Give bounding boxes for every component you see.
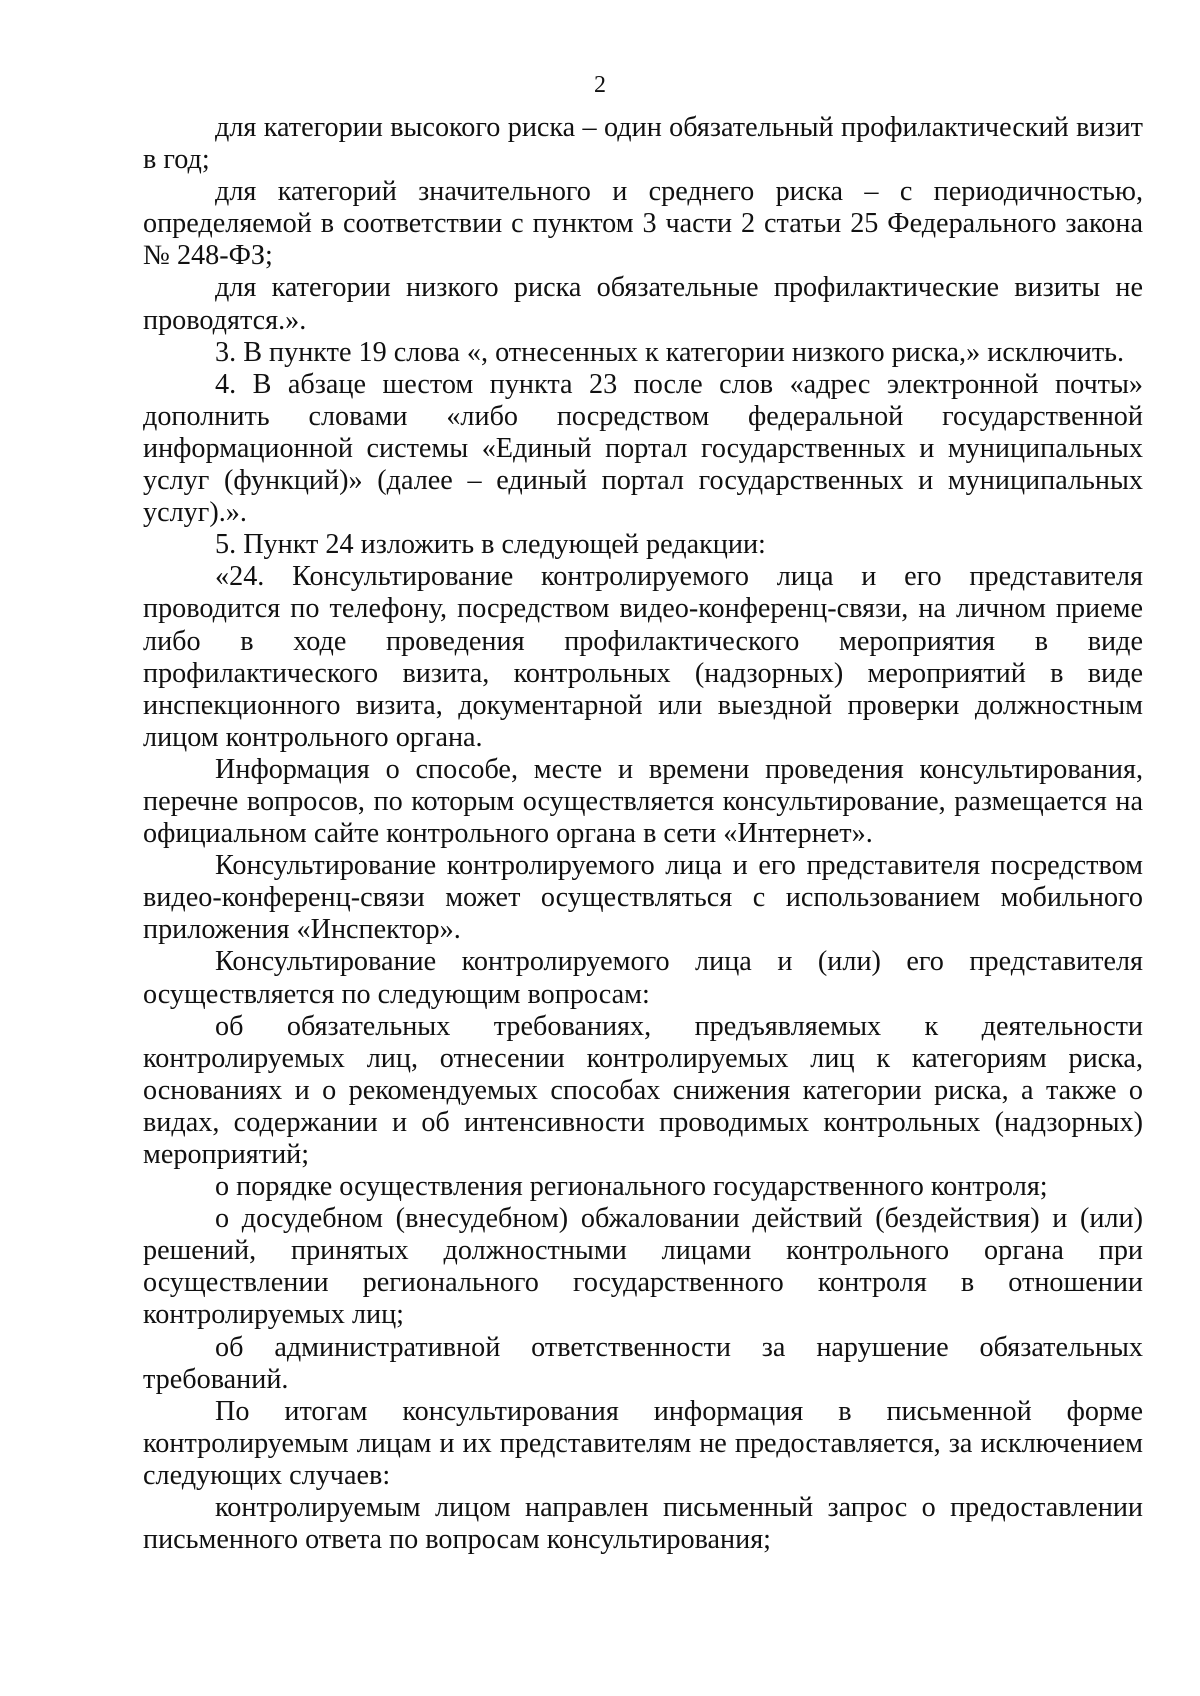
paragraph-written-response: По итогам консультирования информация в письменной форме контролируемым лицам и их представителям не предоставляется, за исключением следующих случаев:	[143, 1395, 1143, 1491]
paragraph-item-24-consulting: «24. Консультирование контролируемого лица и его представителя проводится по телефону, посредством видео-конференц-связи, на личном приеме либо в ходе проведения профилактического мероприятия в виде профилактического визита, контрольных (надзорных) мероприятий в виде инспекционного визита, документарной или выездной проверки должностным лицом контрольного органа.	[143, 561, 1143, 753]
paragraph-question-appeal: о досудебном (внесудебном) обжаловании действий (бездействия) и (или) решений, принятых должностными лицами контрольного органа при осуществлении регионального государственного контроля в отношении контролируемых лиц;	[143, 1203, 1143, 1331]
paragraph-written-request-case: контролируемым лицом направлен письменный запрос о предоставлении письменного ответа по вопросам консультирования;	[143, 1492, 1143, 1556]
paragraph-inspector-app: Консультирование контролируемого лица и его представителя посредством видео-конференц-связи может осуществляться с использованием мобильного приложения «Инспектор».	[143, 850, 1143, 946]
paragraph-item-4: 4. В абзаце шестом пункта 23 после слов «адрес электронной почты» дополнить словами «либо посредством федеральной государственной информационной системы «Единый портал государственных и муниципальных услуг (функций)» (далее – единый портал государственных и муниципальных услуг).».	[143, 368, 1143, 529]
paragraph-item-3: 3. В пункте 19 слова «, отнесенных к категории низкого риска,» исключить.	[215, 336, 1125, 368]
paragraph-question-requirements: об обязательных требованиях, предъявляемых к деятельности контролируемых лиц, отнесении контролируемых лиц к категориям риска, основаниях и о рекомендуемых способах снижения категории риска, а также о видах, содержании и об интенсивности проводимых контрольных (надзорных) мероприятий;	[143, 1010, 1143, 1170]
paragraph-consulting-questions: Консультирование контролируемого лица и (или) его представителя осуществляется по следующим вопросам:	[143, 946, 1143, 1010]
paragraph-significant-medium-risk-visits: для категорий значительного и среднего риска – с периодичностью, определяемой в соответствии с пунктом 3 части 2 статьи 25 Федерального закона № 248-ФЗ;	[143, 176, 1143, 272]
document-body	[143, 112, 1143, 1556]
paragraph-question-control-procedure: о порядке осуществления регионального государственного контроля;	[215, 1171, 1048, 1203]
paragraph-question-liability: об административной ответственности за нарушение обязательных требований.	[143, 1331, 1143, 1395]
paragraph-item-5: 5. Пункт 24 изложить в следующей редакции:	[215, 529, 766, 561]
paragraph-low-risk-visits: для категории низкого риска обязательные профилактические визиты не проводятся.».	[143, 272, 1143, 336]
paragraph-high-risk-visits: для категории высокого риска – один обязательный профилактический визит в год;	[143, 112, 1143, 176]
page-number: 2	[594, 72, 606, 98]
paragraph-consulting-information: Информация о способе, месте и времени проведения консультирования, перечне вопросов, по которым осуществляется консультирование, размещается на официальном сайте контрольного органа в сети «Интернет».	[143, 753, 1143, 850]
